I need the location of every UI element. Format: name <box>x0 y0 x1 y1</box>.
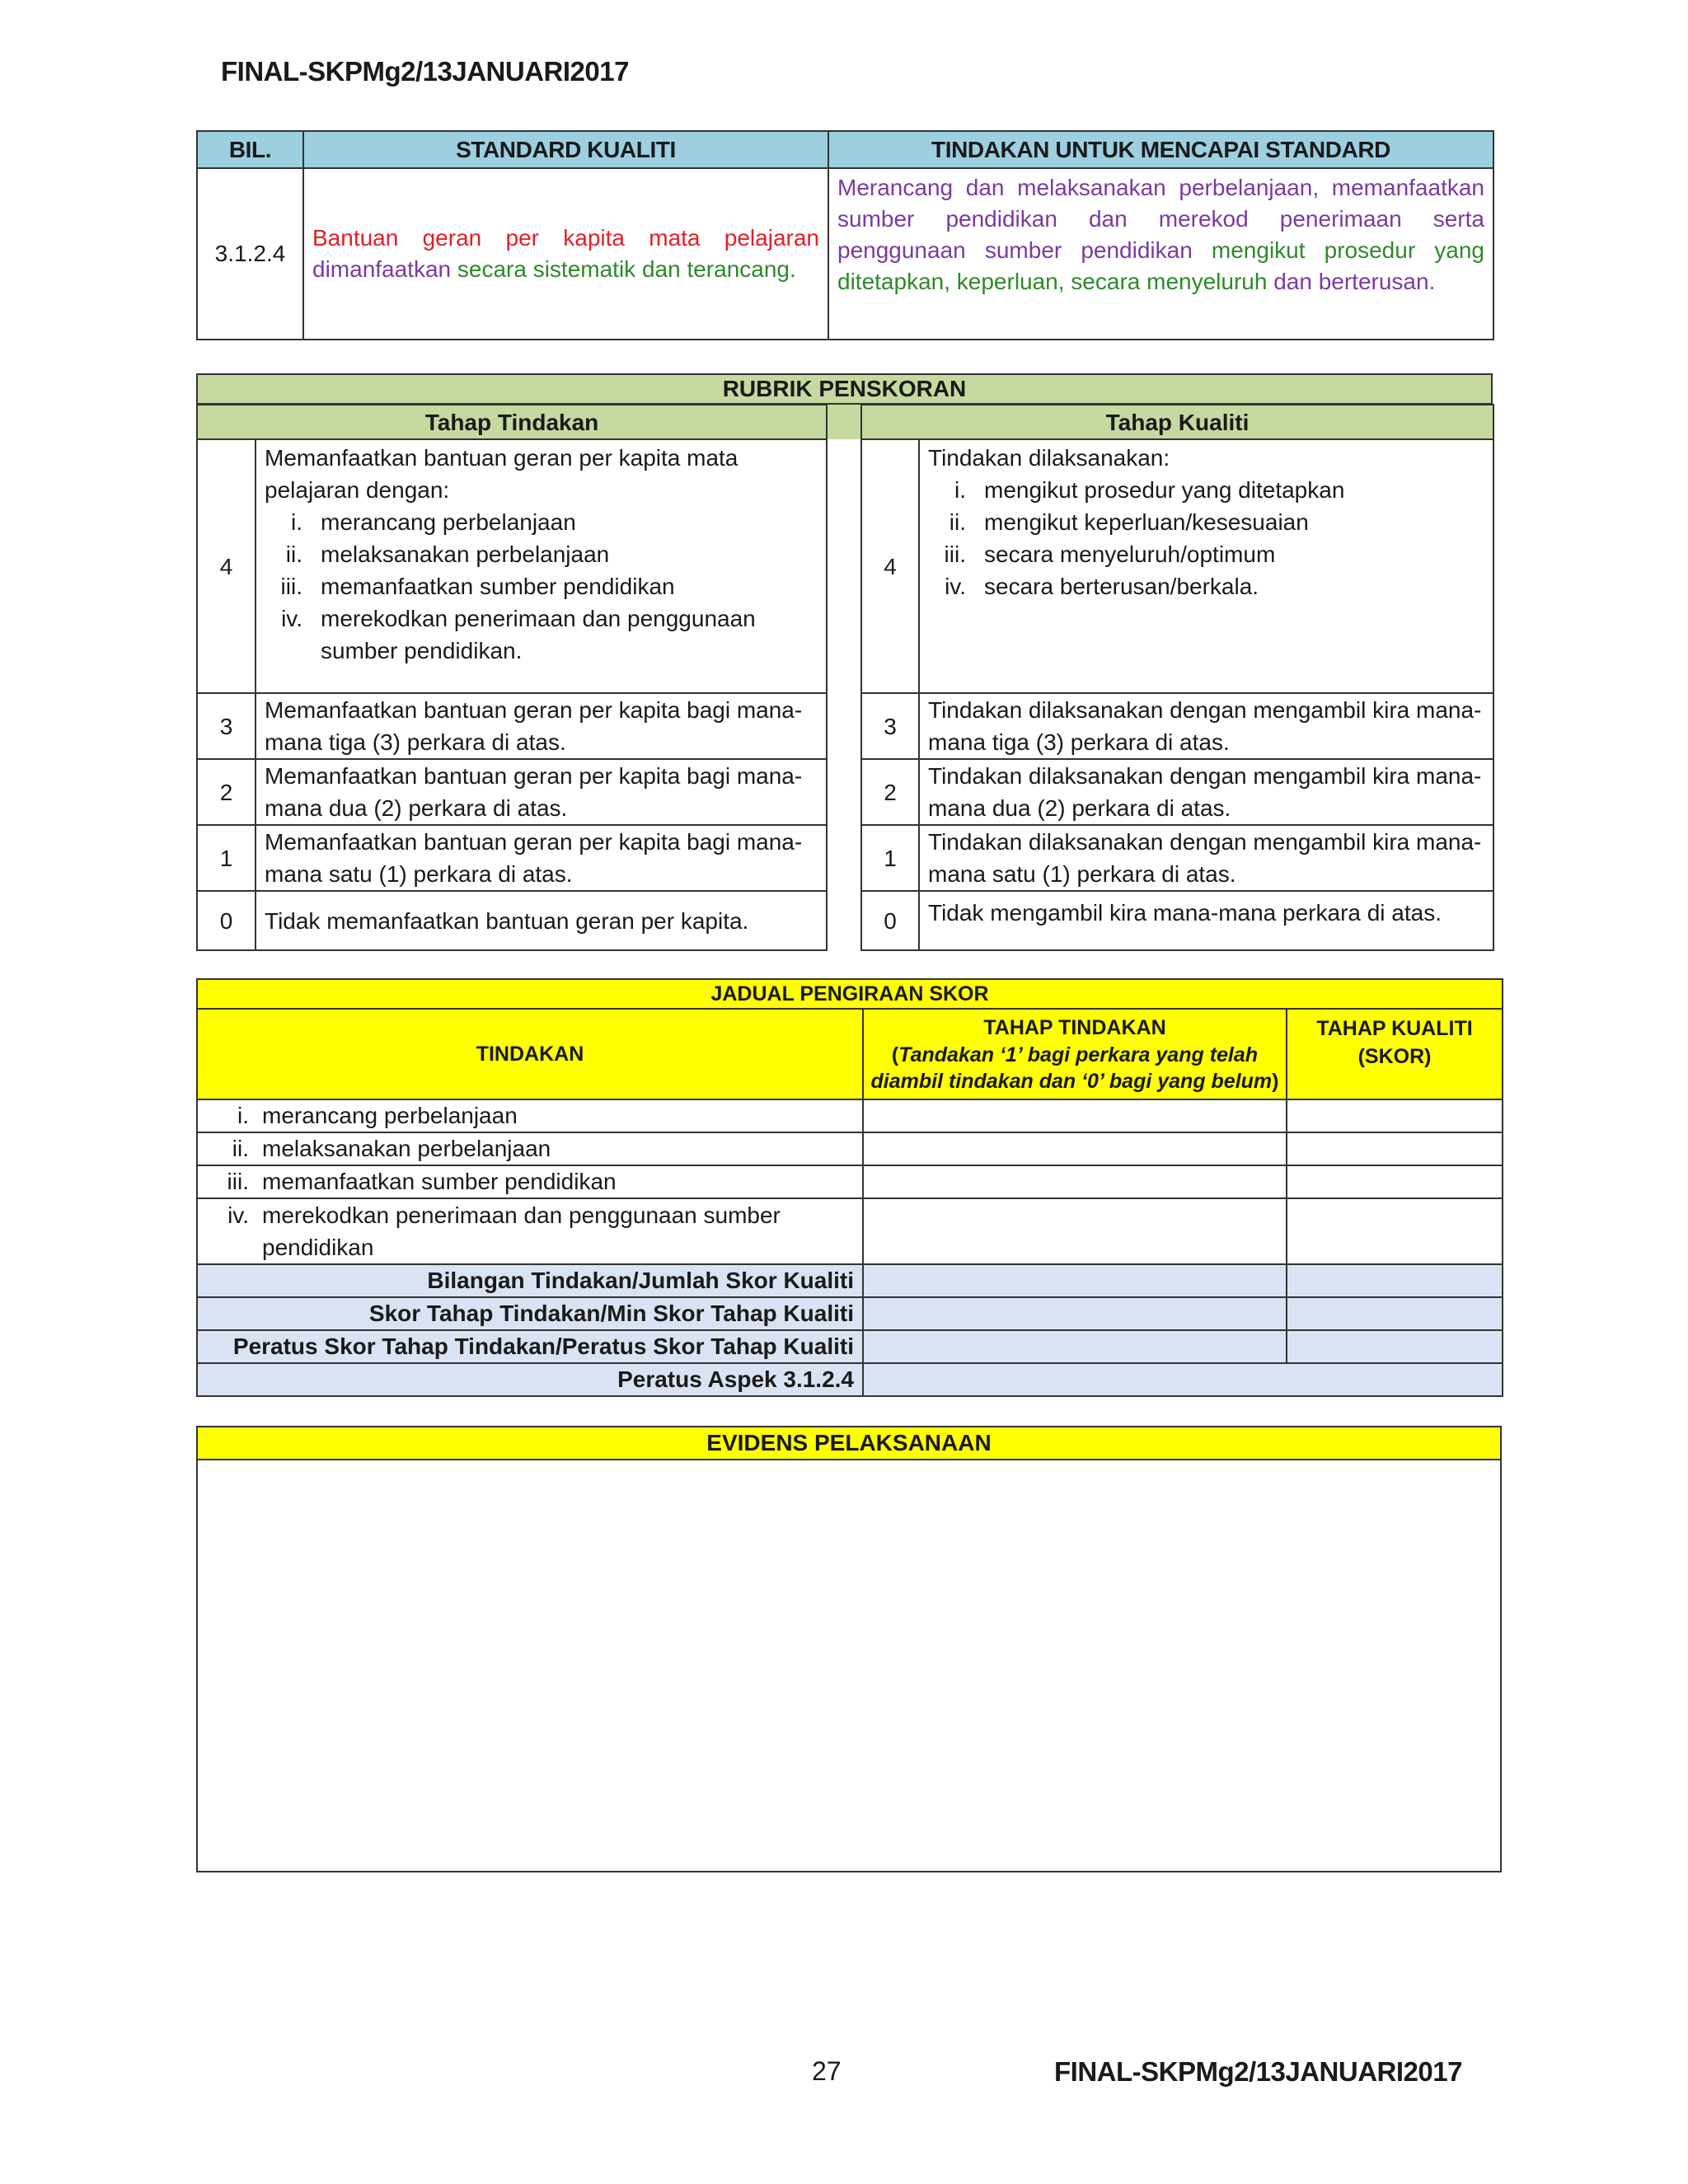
summary-bilangan-label: Bilangan Tindakan/Jumlah Skor Kualiti <box>197 1264 863 1297</box>
rubric-level4-intro: Memanfaatkan bantuan geran per kapita mata pelajaran dengan: <box>265 445 738 503</box>
summary-peratus-aspek-label: Peratus Aspek 3.1.2.4 <box>197 1363 863 1396</box>
score-row-number: iv. <box>227 1202 249 1228</box>
rubric-tindakan-item-number: iii. <box>280 574 302 599</box>
tahap-tindakan-cell[interactable] <box>863 1165 1287 1198</box>
action-text-segment: Merancang dan melaksanakan perbelanjaan, memanfaatkan sumber pendidikan dan merekod penerimaan serta penggunaan sumber pendidikan <box>837 175 1484 263</box>
summary-bilangan-tindakan-cell[interactable] <box>863 1264 1287 1297</box>
score-row-label <box>197 1165 863 1198</box>
rubric-score: 2 <box>861 759 919 825</box>
header-bil: BIL. <box>197 131 303 168</box>
score-row-text: memanfaatkan sumber pendidikan <box>262 1169 617 1194</box>
score-col-tindakan: TINDAKAN <box>197 1009 863 1099</box>
header-standard-kualiti: STANDARD KUALITI <box>303 131 828 168</box>
rubric-tindakan-text: Memanfaatkan bantuan geran per kapita bagi mana-mana satu (1) perkara di atas. <box>256 825 827 891</box>
rubric-kualiti-text: Tindakan dilaksanakan dengan mengambil kira mana-mana satu (1) perkara di atas. <box>919 825 1493 891</box>
rubric-kualiti-item-text: secara berterusan/berkala. <box>984 574 1259 599</box>
summary-skor-kualiti-cell[interactable] <box>1287 1297 1503 1330</box>
score-col-tahap-kualiti: TAHAP KUALITI (SKOR) <box>1287 1009 1503 1099</box>
rubric-kualiti-item <box>928 538 1484 570</box>
rubric-tindakan-item-number: ii. <box>285 541 302 567</box>
document-code-header: FINAL-SKPMg2/13JANUARI2017 <box>221 56 629 87</box>
action-text-segment: dan berterusan. <box>1267 269 1436 294</box>
rubric-tindakan-item <box>265 506 818 538</box>
standard-text-segment: secara sistematik dan terancang. <box>451 256 796 282</box>
rubric-level4-kualiti-list <box>928 474 1484 602</box>
rubric-kualiti-item-text: mengikut keperluan/kesesuaian <box>984 509 1309 535</box>
summary-peratus-label: Peratus Skor Tahap Tindakan/Peratus Skor Tahap Kualiti <box>197 1330 863 1363</box>
rubric-tindakan-item-text: merancang perbelanjaan <box>321 509 576 535</box>
rubric-level4-list <box>265 506 818 667</box>
rubric-level4-kualiti <box>919 439 1493 693</box>
rubric-tindakan-item-text: memanfaatkan sumber pendidikan <box>321 574 675 599</box>
rubric-kualiti-item-text: secara menyeluruh/optimum <box>984 541 1276 567</box>
tahap-kualiti-cell[interactable] <box>1287 1132 1503 1165</box>
tahap-kualiti-cell[interactable] <box>1287 1099 1503 1132</box>
score-row-number: iii. <box>227 1169 249 1194</box>
rubric-score-4-kualiti: 4 <box>861 439 919 693</box>
rubric-tindakan-item <box>265 570 818 602</box>
action-text-segment: mengikut prosedur yang ditetapkan, keperluan, secara menyeluruh <box>837 237 1484 294</box>
score-row-label <box>197 1132 863 1165</box>
page-number: 27 <box>812 2056 842 2086</box>
summary-bilangan-kualiti-cell[interactable] <box>1287 1264 1503 1297</box>
score-row-text: merekodkan penerimaan dan penggunaan sumber pendidikan <box>262 1202 781 1260</box>
score-col-tahap-tindakan <box>863 1009 1287 1099</box>
rubric-tindakan-item <box>265 538 818 570</box>
summary-peratus-aspek-cell[interactable] <box>863 1363 1503 1396</box>
score-row-text: merancang perbelanjaan <box>262 1103 518 1128</box>
score-row-number: ii. <box>232 1136 249 1161</box>
score-row-text: melaksanakan perbelanjaan <box>262 1136 551 1161</box>
rubric-kualiti-text: Tidak mengambil kira mana-mana perkara di atas. <box>919 891 1493 950</box>
tahap-tindakan-cell[interactable] <box>863 1198 1287 1264</box>
rubric-title: RUBRIK PENSKORAN <box>196 373 1493 405</box>
standard-action-description <box>828 168 1493 340</box>
rubric-score: 1 <box>197 825 256 891</box>
score-table-title: JADUAL PENGIRAAN SKOR <box>197 979 1503 1009</box>
rubric-tindakan-item <box>265 602 818 667</box>
summary-skor-label: Skor Tahap Tindakan/Min Skor Tahap Kualiti <box>197 1297 863 1330</box>
rubric-tindakan-item-number: iv. <box>281 606 302 631</box>
rubric-kualiti-item <box>928 570 1484 602</box>
score-col-tahap-tindakan-label: TAHAP TINDAKAN <box>983 1016 1166 1039</box>
standard-text-segment: Bantuan geran per kapita mata pelajaran <box>312 225 819 251</box>
rubric-score: 1 <box>861 825 919 891</box>
tahap-tindakan-header: Tahap Tindakan <box>197 405 827 439</box>
rubric-score: 2 <box>197 759 256 825</box>
document-code-footer: FINAL-SKPMg2/13JANUARI2017 <box>1054 2056 1462 2087</box>
rubric-tindakan-item-number: i. <box>291 509 302 535</box>
rubric-score-4-tindakan: 4 <box>197 439 256 693</box>
score-row-label <box>197 1099 863 1132</box>
rubric-kualiti-item-number: iv. <box>945 574 966 599</box>
rubric-table <box>196 404 1494 951</box>
standard-text-segment: dimanfaatkan <box>312 256 452 282</box>
summary-peratus-kualiti-cell[interactable] <box>1287 1330 1503 1363</box>
rubric-kualiti-text: Tindakan dilaksanakan dengan mengambil kira mana-mana tiga (3) perkara di atas. <box>919 693 1493 759</box>
tahap-kualiti-cell[interactable] <box>1287 1165 1503 1198</box>
rubric-tindakan-item-text: merekodkan penerimaan dan penggunaan sumber pendidikan. <box>321 606 756 663</box>
rubric-kualiti-item-number: iii. <box>944 541 966 567</box>
standard-number: 3.1.2.4 <box>197 168 303 340</box>
rubric-kualiti-item <box>928 474 1484 506</box>
tahap-kualiti-header: Tahap Kualiti <box>861 405 1493 439</box>
score-table <box>196 978 1503 1397</box>
tahap-tindakan-cell[interactable] <box>863 1132 1287 1165</box>
score-row-label <box>197 1198 863 1264</box>
score-note: Tandakan ‘1’ bagi perkara yang telah diambil tindakan dan ‘0’ bagi yang belum <box>870 1043 1273 1093</box>
rubric-score: 0 <box>861 891 919 950</box>
score-note-open: ( <box>891 1043 899 1066</box>
rubric-level4-kualiti-intro: Tindakan dilaksanakan: <box>928 445 1170 471</box>
score-row-number: i. <box>237 1103 249 1128</box>
rubric-kualiti-item-number: ii. <box>949 509 966 535</box>
rubric-score: 3 <box>197 693 256 759</box>
rubric-kualiti-item-text: mengikut prosedur yang ditetapkan <box>984 477 1345 503</box>
evidence-section <box>196 1426 1502 1872</box>
summary-skor-tindakan-cell[interactable] <box>863 1297 1287 1330</box>
rubric-tindakan-text: Memanfaatkan bantuan geran per kapita bagi mana-mana dua (2) perkara di atas. <box>256 759 827 825</box>
score-note-close: ) <box>1272 1070 1279 1093</box>
rubric-kualiti-item-number: i. <box>954 477 966 503</box>
tahap-tindakan-cell[interactable] <box>863 1099 1287 1132</box>
standard-description <box>303 168 828 340</box>
summary-peratus-tindakan-cell[interactable] <box>863 1330 1287 1363</box>
rubric-kualiti-text: Tindakan dilaksanakan dengan mengambil kira mana-mana dua (2) perkara di atas. <box>919 759 1493 825</box>
rubric-kualiti-item <box>928 506 1484 538</box>
rubric-tindakan-text: Tidak memanfaatkan bantuan geran per kapita. <box>256 891 827 950</box>
header-tindakan: TINDAKAN UNTUK MENCAPAI STANDARD <box>828 131 1493 168</box>
rubric-tindakan-text: Memanfaatkan bantuan geran per kapita bagi mana-mana tiga (3) perkara di atas. <box>256 693 827 759</box>
evidence-title: EVIDENS PELAKSANAAN <box>198 1427 1500 1460</box>
tahap-kualiti-cell[interactable] <box>1287 1198 1503 1264</box>
standard-table <box>196 130 1494 340</box>
rubric-level4-tindakan <box>256 439 827 693</box>
evidence-content-area[interactable] <box>198 1460 1500 1871</box>
rubric-score: 0 <box>197 891 256 950</box>
rubric-tindakan-item-text: melaksanakan perbelanjaan <box>321 541 610 567</box>
rubric-score: 3 <box>861 693 919 759</box>
